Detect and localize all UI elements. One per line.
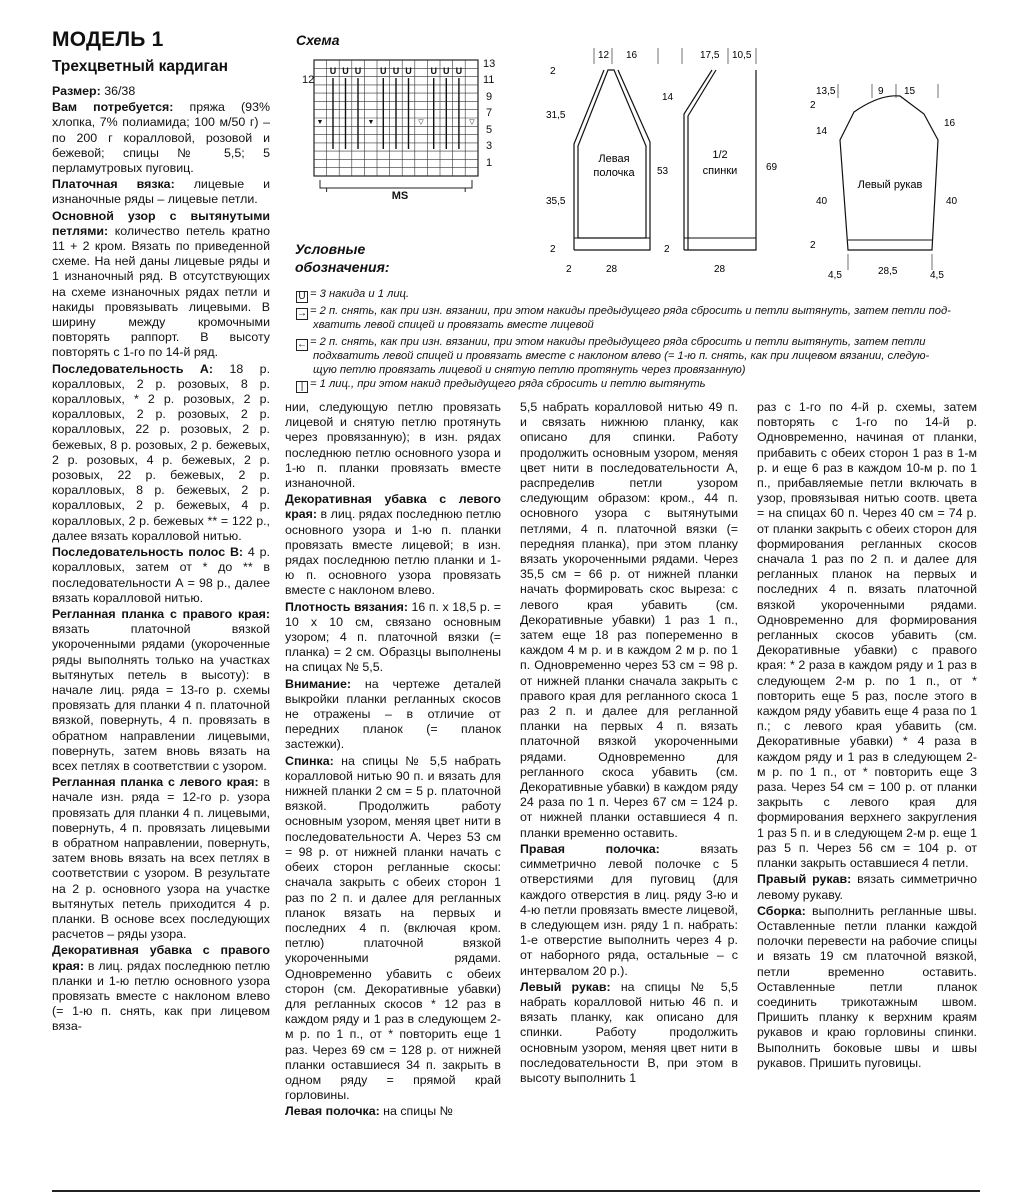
front-dim: 53 bbox=[657, 166, 669, 177]
svg-text:U: U bbox=[430, 66, 437, 76]
chart-row-number: 7 bbox=[486, 107, 493, 119]
paragraph-heading: Правый рукав: bbox=[757, 872, 858, 887]
back-label-1: 1/2 bbox=[712, 149, 728, 161]
sleeve-dim: 13,5 bbox=[816, 86, 836, 97]
paragraph-text: на спицы № 5,5 набрать коралловой нитью 90 п. и вязать для нижней планки 2 см = 5 р. платочной вязкой. Продолжить работу основным узором, меняя цвет нити в последовательности А. Через 53 см = 98 р. от нижней планки начать с обеих сторон регланные скосы: сначала закрыть с обеих сторон 1 раз по 2 п. и далее для регланных планок вязать на первых и последних 4 п. (включая кром. петлю) платочной вязкой укороченными рядами. Одновременно убавить с обеих сторон (см. Декоративные убавки) для регланных скосов * 12 раз в каждом ряду и 1 раз в следующем 2-м р. по 1 п., от * повторить еще 1 раз. Через 69 см = 128 р. от нижней планки оставшиеся 34 п. закрыть в одном ряду = прямой край горловины. bbox=[285, 753, 501, 1103]
sleeve-dim: 2 bbox=[810, 240, 816, 251]
text-column-4 bbox=[757, 400, 977, 1072]
chart-row-number: 5 bbox=[486, 124, 493, 136]
back-dim: 10,5 bbox=[732, 50, 752, 61]
paragraph-text: раз с 1-го по 4-й р. схемы, затем повторять с 1-го по 14-й р. Одновременно, начиная от планки, прибавить с обеих сторон 1 раз в 1-м р. и еще 6 раз в каждом 10-м р. по 1 п., прибавляемые петли включать в узор, провязывая нитью соотв. цвета = на спицах 60 п. Через 40 см = 74 р. от планки закрыть с обеих сторон для формирования регланных скосов сначала 1 раз по 2 п. и далее для регланных планок на первых и последних 4 п. вязать платочной вязкой укороченными рядами. Одновременно для формирования регланных скосов убавить (см. Декоративные убавки) с правого края: * 2 раза в каждом ряду и 1 раз в следующем 2-м р. по 1 п., от * повторить еще 5 раз, после этого в каждом ряду убавить еще 4 раза по 1 п.; с левого края убавить (см. Декоративные убавки) * 4 раза в каждом ряду и 1 раз в следующем 2-м р. по 1 п., от * повторить еще 3 раза. Через 54 см = 100 р. от планки закрыть с левого края для формирования верхнего закругления 1 раз 5 п. и в следующем 2-м р. еще 1 раз 5 п. Через 56 см = 104 р. от планки закрыть оставшиеся 4 петли. bbox=[757, 400, 978, 871]
paragraph-heading: Размер: bbox=[52, 84, 105, 98]
svg-text:U: U bbox=[380, 66, 387, 76]
back-dim: 28 bbox=[714, 264, 726, 275]
paragraph-heading: Внимание: bbox=[285, 676, 365, 691]
paragraph bbox=[285, 677, 501, 753]
front-dim: 12 bbox=[598, 50, 610, 61]
front-dim: 28 bbox=[606, 264, 618, 275]
back-dim: 2 bbox=[664, 244, 670, 255]
paragraph bbox=[520, 980, 738, 1086]
stitch-chart bbox=[296, 52, 506, 202]
paragraph bbox=[52, 84, 270, 99]
paragraph-text: 36/38 bbox=[104, 84, 136, 98]
paragraph-text: выполнить регланные швы. Оставленные петли планки каждой полочки перевести на рабочие спицы и вязать 19 см платочной вязкой, петли временно оставить. Оставленные петли планок соединить трикотажным швом. Пришить планку к верхним краям рукавов и краю горловины спинки. Выполнить боковые швы и швы рукавов. Пришить пуговицы. bbox=[757, 903, 977, 1070]
paragraph-text: 4 р. коралловых, затем от * до ** в последовательности А = 98 р., далее вязать коралловой нитью. bbox=[52, 545, 270, 605]
paragraph-text: лицевые и изнаночные ряды – лицевые петли. bbox=[52, 177, 271, 207]
svg-text:U: U bbox=[455, 66, 463, 76]
chart-grid bbox=[314, 60, 478, 192]
left-front-schematic bbox=[546, 48, 669, 275]
paragraph-text: 18 р. коралловых, 2 р. розовых, 8 р. коралловых, * 2 р. розовых, 2 р. коралловых, 2 р. розовых, 2 р. коралловых, 22 р. розовых, 2 р. бежевых, 8 р. розовых, 2 р. бежевых, 2 р. розовых, 4 р. бежевых, 2 р. розовых, 22 р. бежевых, 2 р. коралловых, 8 р. бежевых, 2 р. коралловых, 2 р. бежевых, 4 р. коралловых, 2 р. бежевых ** = 122 р., далее вязать коралловой нитью. bbox=[52, 361, 271, 543]
paragraph-heading: Декоративная убавка с правого края: bbox=[52, 943, 270, 973]
paragraph-heading: Плотность вязания: bbox=[285, 599, 412, 614]
paragraph-text: на спицы № bbox=[383, 1104, 453, 1119]
svg-text:U: U bbox=[443, 66, 450, 76]
legend-item-continued: щую петлю провязать лицевой и снятую петлю протянуть через провязанную) bbox=[313, 364, 746, 376]
front-dim: 35,5 bbox=[546, 196, 566, 207]
legend-title: Условные обозначения: bbox=[295, 241, 390, 275]
paragraph bbox=[757, 400, 977, 871]
left-arrow-icon: ← bbox=[297, 339, 307, 350]
paragraph bbox=[285, 1104, 501, 1119]
sleeve-dim: 15 bbox=[904, 86, 916, 97]
paragraph-text: вязать платочной вязкой укороченными рядами (укороченные ряды выполнять только на участках вытянутых петель в высоту): в начале лиц. ряда = 13-го р. схемы провязать для планки 4 п. платочной вязкой, повернуть, 4 п. провязать в обратном направлении лицевыми, повернуть, затем вновь вязать на всех петлях в соответствии с узором. bbox=[52, 622, 270, 773]
paragraph-heading: Левая полочка: bbox=[285, 1104, 384, 1119]
scheme-title: Схема bbox=[296, 32, 340, 48]
paragraph bbox=[757, 872, 977, 902]
paragraph bbox=[757, 904, 977, 1071]
chart-row-number: 3 bbox=[486, 140, 493, 152]
paragraph bbox=[520, 842, 738, 979]
front-label-1: Левая bbox=[598, 153, 630, 165]
front-label-2: полочка bbox=[593, 167, 635, 179]
paragraph-heading: Спинка: bbox=[285, 753, 342, 768]
sleeve-dim: 9 bbox=[878, 86, 884, 97]
svg-text:▽: ▽ bbox=[418, 119, 424, 126]
sleeve-dim: 4,5 bbox=[828, 270, 842, 280]
paragraph-text: в лиц. рядах последнюю петлю основного узора и 1-ю п. планки провязать вместе лицевой; в изн. рядах последнюю петлю планки и 1-ю п. основного узора провязать вместе с наклоном влево. bbox=[285, 507, 501, 598]
paragraph bbox=[52, 545, 270, 606]
legend-item: U = 3 накида и 1 лиц. bbox=[296, 288, 409, 303]
sleeve-dim: 40 bbox=[946, 196, 958, 207]
front-dim: 2 bbox=[550, 66, 556, 77]
paragraph-heading: Регланная планка с правого края: bbox=[52, 606, 270, 621]
paragraph-heading: Последовательность А: bbox=[52, 361, 230, 376]
sleeve-label: Левый рукав bbox=[857, 179, 923, 191]
sleeve-dim: 2 bbox=[810, 100, 816, 111]
paragraph-heading: Платочная вязка: bbox=[52, 177, 194, 192]
sleeve-dim: 28,5 bbox=[878, 266, 898, 277]
paragraph bbox=[52, 100, 270, 176]
svg-text:U: U bbox=[342, 66, 349, 76]
svg-text:▼: ▼ bbox=[367, 119, 375, 126]
back-dim: 14 bbox=[662, 92, 674, 103]
paragraph-heading: Последовательность полос В: bbox=[52, 545, 248, 560]
paragraph bbox=[285, 600, 501, 676]
legend-item: → = 2 п. снять, как при изн. вязании, при этом накиды предыдущего ряда сбросить и петли вытянуть, затем петли под- bbox=[297, 305, 951, 319]
paragraph-text: на чертеже деталей выкройки планки регланных скосов не отражены – в отличие от передних планок (= планок застежки). bbox=[285, 676, 501, 752]
front-dim: 2 bbox=[550, 244, 556, 255]
paragraph-text: количество петель кратно 11 + 2 кром. Вязать по приведенной схеме. На ней даны лицевые ряды и 1 изнаночный ряд. В отсутствующих на схеме изнаночных рядах петли и накиды провязывать лицевыми. В ширину между кромочными повторять раппорт. В высоту повторять с 1-го по 14-й ряд. bbox=[52, 223, 270, 360]
paragraph-heading: Вам потребуется: bbox=[52, 100, 190, 115]
text-column-2 bbox=[285, 400, 501, 1121]
paragraph-text: пряжа (93% хлопка, 7% полиамида; 100 м/50 г) – по 200 г коралловой, розовой и бежевой; спицы № 5,5; 5 перламутровых пуговиц. bbox=[52, 100, 270, 176]
paragraph bbox=[52, 607, 270, 774]
paragraph-text: вязать симметрично левому рукаву. bbox=[757, 872, 977, 902]
left-sleeve-schematic bbox=[810, 84, 958, 280]
text-column-3 bbox=[520, 400, 738, 1087]
sleeve-dim: 4,5 bbox=[930, 270, 944, 280]
paragraph bbox=[285, 492, 501, 598]
paragraph bbox=[52, 209, 270, 361]
paragraph-text: на спицы № 5,5 набрать коралловой нитью 46 п. и вязать планку, как описано для спинки. Работу продолжить основным узором, меняя цвет нити в последовательности В, при этом в высоту выполнить 1 bbox=[520, 979, 738, 1085]
paragraph bbox=[52, 943, 270, 1034]
paragraph-text: в начале изн. ряда = 12-го р. узора провязать для планки 4 п. лицевыми, повернуть, 4 п. провязать лицевыми в обратном направлении, повернуть, затем вновь вязать на всех петлях в соответствии с узором. В результате на 2 р. основного узора на участке вытянутых петель приходится 4 р. планки. В основе всех последующих расчетов – ряды узора. bbox=[52, 775, 270, 942]
back-dim: 17,5 bbox=[700, 50, 720, 61]
paragraph-text: 5,5 набрать коралловой нитью 49 п. и связать нижнюю планку, как описано для спинки. Работу продолжить основным узором, меняя цвет нити в последовательности А, распределив петли узором следующим образом: кром., 44 п. основного узора с вытянутыми петлями, 4 п. платочной вязки (= передняя планка), при этом планку вязать укороченными рядами. Через 35,5 см = 66 р. от нижней планки начать формировать скос выреза: с левого края убавить (см. Декоративные убавки) 1 раз 1 п., затем еще 18 раз попеременно в каждом 4 м р. и в каждом 2 м р. по 1 п. Одновременно через 53 см = 98 р. от нижней планки сначала закрыть с правого края для регланного скоса 1 раз 2 п. и далее для регланной планки на первых 4 п. вязать платочной вязкой укороченными рядами. Одновременно для регланного скоса убавить (см. Декоративные убавки) в каждом ряду 24 раза по 1 п. Через 67 см = 124 р. от нижней планки оставшиеся 4 п. планки временно оставить. bbox=[520, 400, 738, 840]
chart-row-number: 9 bbox=[486, 91, 493, 103]
back-dim: 69 bbox=[766, 162, 778, 173]
svg-text:U: U bbox=[405, 66, 412, 76]
model-title: МОДЕЛЬ 1 bbox=[52, 28, 164, 51]
legend-item-continued: хватить левой спицей и провязать вместе лицевой bbox=[313, 319, 594, 331]
half-back-schematic bbox=[662, 48, 778, 275]
chart-row-number: 1 bbox=[486, 157, 493, 169]
svg-text:U: U bbox=[392, 66, 400, 76]
paragraph bbox=[285, 754, 501, 1104]
paragraph-heading: Левый рукав: bbox=[520, 979, 621, 994]
text-column-1 bbox=[52, 84, 270, 1036]
chart-row-number: 13 bbox=[483, 58, 496, 70]
paragraph-heading: Основной узор с вытянутыми петлями: bbox=[52, 208, 270, 238]
paragraph-text: в лиц. рядах последнюю петлю планки и 1-ю петлю основного узора провязать вместе с наклоном влево (= 1-ю п. снять, как при лицевом вяза- bbox=[52, 958, 270, 1034]
legend-item: ← = 2 п. снять, как при изн. вязании, при этом накиды предыдущего ряда сбросить и петли вытянуть, затем петли bbox=[297, 336, 926, 350]
paragraph-heading: Сборка: bbox=[757, 903, 813, 918]
paragraph bbox=[520, 400, 738, 841]
sleeve-dim: 14 bbox=[816, 126, 828, 137]
front-dim: 16 bbox=[626, 50, 638, 61]
paragraph bbox=[52, 775, 270, 942]
svg-text:U: U bbox=[329, 66, 337, 76]
paragraph-heading: Правая полочка: bbox=[520, 841, 701, 856]
chart-repeat-label: MS bbox=[391, 190, 409, 202]
svg-text:U: U bbox=[354, 66, 362, 76]
paragraph-text: нии, следующую петлю провязать лицевой и снятую петлю протянуть через провязанную); в изн. рядах последнюю петлю основного узора и 1-ю п. планки провязать вместе изнаночной. bbox=[285, 400, 501, 491]
chart-row-number: 11 bbox=[483, 74, 495, 86]
yarn-over-icon: U bbox=[296, 291, 308, 303]
paragraph-text: вязать симметрично левой полочке с 5 отверстиями для пуговиц (для каждого отверстия в лиц. ряду 3-ю и 4-ю петли провязать вместе лицевой, в следующем изн. ряду 1 п. набрать: 1-е отверстие выполнить через 4 р. от наборного ряда, остальные – с интервалом 20 р.). bbox=[520, 841, 738, 978]
sleeve-dim: 40 bbox=[816, 196, 828, 207]
sleeve-dim: 16 bbox=[944, 118, 956, 129]
front-dim: 2 bbox=[566, 264, 572, 275]
svg-text:▼: ▼ bbox=[316, 119, 324, 126]
paragraph-text: 16 п. х 18,5 р. = 10 х 10 см, связано основным узором; 4 п. платочной вязки (= планка) = 2 см. Образцы выполнены на спицах № 5,5. bbox=[285, 599, 502, 675]
model-subtitle: Трехцветный кардиган bbox=[52, 58, 228, 75]
back-label-2: спинки bbox=[702, 165, 738, 177]
paragraph bbox=[285, 400, 501, 491]
paragraph bbox=[52, 362, 270, 544]
legend-item-continued: подхватить левой спицей и провязать вместе с наклоном влево (= 1-ю п. снять, как при лицевом вязании, следую- bbox=[313, 350, 930, 362]
right-arrow-icon: → bbox=[297, 308, 307, 319]
paragraph bbox=[52, 177, 270, 207]
elongated-stitch-icon: | bbox=[296, 381, 308, 393]
chart-row-left: 12 bbox=[302, 74, 315, 86]
paragraph-heading: Регланная планка с левого края: bbox=[52, 775, 264, 790]
legend-item: | = 1 лиц., при этом накид предыдущего ряда сбросить и петлю вытянуть bbox=[296, 378, 706, 393]
front-dim: 31,5 bbox=[546, 110, 566, 121]
garment-schematics bbox=[540, 40, 980, 280]
paragraph-heading: Декоративная убавка с левого края: bbox=[285, 492, 501, 522]
bottom-rule bbox=[52, 1190, 980, 1192]
svg-text:▽: ▽ bbox=[469, 119, 475, 126]
